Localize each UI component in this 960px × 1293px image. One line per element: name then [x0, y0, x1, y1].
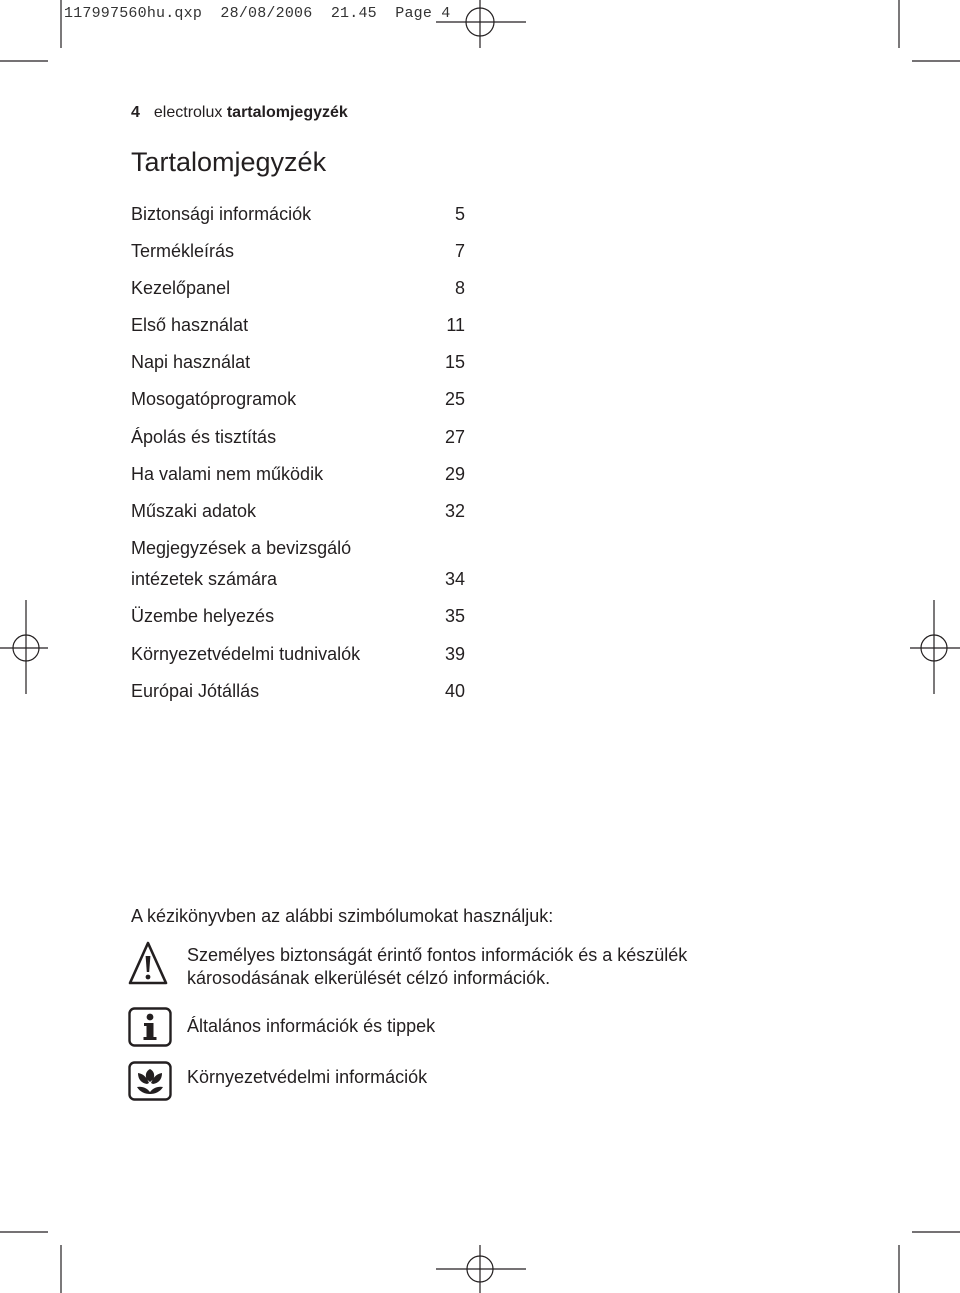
- toc-item-label: Termékleírás: [131, 241, 235, 261]
- toc-item-page: 7: [454, 241, 465, 261]
- header-section: tartalomjegyzék: [226, 104, 348, 121]
- toc-item-label: Napi használat: [131, 352, 251, 372]
- toc-item-label: Műszaki adatok: [131, 501, 257, 521]
- environment-flower-icon: [128, 1061, 172, 1101]
- symbol-warning-line-2: károsodásának elkerülését célzó információk.: [187, 968, 551, 988]
- header-page-number: 4: [131, 104, 140, 121]
- toc-item-label-continued: intézetek számára: [131, 569, 278, 589]
- toc-item-page: 40: [444, 681, 465, 701]
- toc-item-label: Első használat: [131, 315, 249, 335]
- toc-item-label: Megjegyzések a bevizsgáló: [131, 538, 352, 558]
- toc-item-label: Ápolás és tisztítás: [131, 427, 277, 447]
- toc-item-label: Kezelőpanel: [131, 278, 231, 298]
- toc-item-page: 32: [444, 501, 465, 521]
- toc-item-label: Ha valami nem működik: [131, 464, 324, 484]
- symbol-environment-text: Környezetvédelmi információk: [187, 1067, 428, 1087]
- toc-item-page: 8: [454, 278, 465, 298]
- toc-item-page: 39: [444, 644, 465, 664]
- toc-item-page: 34: [444, 569, 465, 589]
- toc-item-label: Üzembe helyezés: [131, 606, 275, 626]
- toc-item-label: Mosogatóprogramok: [131, 389, 297, 409]
- header-brand: electrolux: [153, 104, 223, 121]
- toc-item-label: Környezetvédelmi tudnivalók: [131, 644, 361, 664]
- toc-item-page: 27: [444, 427, 465, 447]
- toc-item-label: Biztonsági információk: [131, 204, 312, 224]
- toc-item-page: 11: [446, 315, 465, 335]
- toc-item-page: 15: [444, 352, 465, 372]
- print-slug: 117997560hu.qxp 28/08/2006 21.45 Page 4: [64, 5, 451, 22]
- warning-triangle-icon: [128, 940, 168, 986]
- toc-item-page: 5: [454, 204, 465, 224]
- toc-item-page: 29: [444, 464, 465, 484]
- info-icon: [128, 1007, 172, 1047]
- toc-item-label: Európai Jótállás: [131, 681, 260, 701]
- toc-item-page: 25: [444, 389, 465, 409]
- symbol-warning-text: [187, 944, 687, 990]
- symbols-intro: A kézikönyvben az alábbi szimbólumokat használjuk:: [131, 906, 554, 926]
- toc-item-page: 35: [444, 606, 465, 626]
- symbol-warning-line-1: Személyes biztonságát érintő fontos információk és a készülék: [187, 945, 688, 965]
- symbol-info-text: Általános információk és tippek: [187, 1016, 436, 1036]
- page-title: Tartalomjegyzék: [131, 147, 327, 177]
- running-header: [131, 104, 348, 122]
